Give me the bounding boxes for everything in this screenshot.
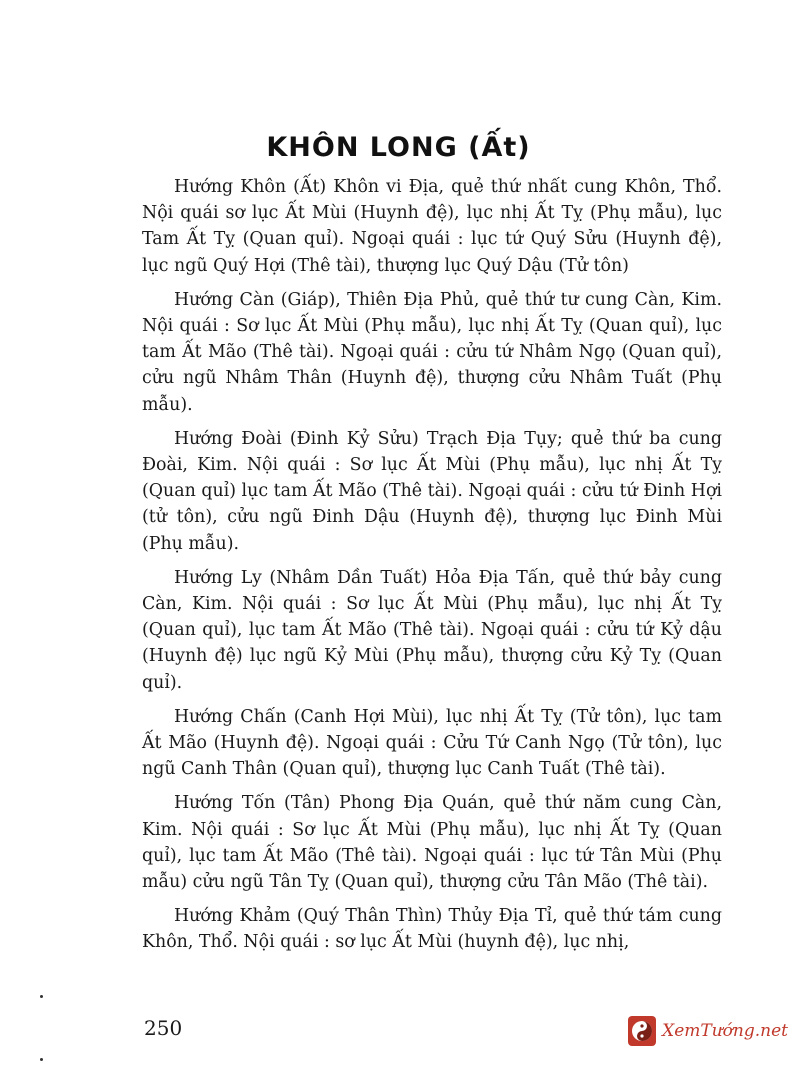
paragraph: Hướng Khảm (Quý Thân Thìn) Thủy Địa Tỉ, quẻ thứ tám cung Khôn, Thổ. Nội quái : sơ lục Ất Mùi (huynh đệ), lục nhị, (142, 906, 722, 953)
paragraph: Hướng Ly (Nhâm Dần Tuất) Hỏa Địa Tấn, quẻ thứ bảy cung Càn, Kim. Nội quái : Sơ lục Ất Mùi (Phụ mẫu), lục nhị Ất Tỵ (Quan quỉ), lục tam Ất Mão (Thê tài). Ngoại quái : cửu tứ Kỷ dậu (Huynh đệ) lục ngũ Kỷ Mùi (Phụ mẫu), thượng cửu Kỷ Tỵ (Quan quỉ). (142, 567, 722, 693)
paragraph: Hướng Càn (Giáp), Thiên Địa Phủ, quẻ thứ tư cung Càn, Kim. Nội quái : Sơ lục Ất Mùi (Phụ mẫu), lục nhị Ất Tỵ (Quan quỉ), lục tam Ất Mão (Thê tài). Ngoại quái : cửu tứ Nhâm Ngọ (Quan quỉ), cửu ngũ Nhâm Thân (Huynh đệ), thượng cửu Nhâm Tuất (Phụ mẫu). (142, 289, 722, 415)
paragraph: Hướng Chấn (Canh Hợi Mùi), lục nhị Ất Tỵ (Tử tôn), lục tam Ất Mão (Huynh đệ). Ngoại quái : Cửu Tứ Canh Ngọ (Tử tôn), lục ngũ Canh Thân (Quan quỉ), thượng lục Canh Tuất (Thê tài). (142, 706, 722, 780)
yin-yang-icon (628, 1016, 656, 1046)
scan-speck (40, 1058, 43, 1061)
scan-speck (40, 995, 43, 998)
paragraph: Hướng Khôn (Ất) Khôn vi Địa, quẻ thứ nhất cung Khôn, Thổ. Nội quái sơ lục Ất Mùi (Huynh đệ), lục nhị Ất Tỵ (Phụ mẫu), lục Tam Ất Tỵ (Quan quỉ). Ngoại quái : lục tứ Quý Sửu (Huynh đệ), lục ngũ Quý Hợi (Thê tài), thượng lục Quý Dậu (Tử tôn) (142, 177, 722, 276)
page-number: 250 (144, 1016, 183, 1040)
paragraph: Hướng Tốn (Tân) Phong Địa Quán, quẻ thứ năm cung Càn, Kim. Nội quái : Sơ lục Ất Mùi (Phụ mẫu), lục nhị Ất Tỵ (Quan quỉ), lục tam Ất Mão (Thê tài). Ngoại quái : lục tứ Tân Mùi (Phụ mẫu) cửu ngũ Tân Tỵ (Quan quỉ), thượng cửu Tân Mão (Thê tài). (142, 793, 722, 893)
paragraph: Hướng Đoài (Đinh Kỷ Sửu) Trạch Địa Tụy; quẻ thứ ba cung Đoài, Kim. Nội quái : Sơ lục Ất Mùi (Phụ mẫu), lục nhị Ất Tỵ (Quan quỉ) lục tam Ất Mão (Thê tài). Ngoại quái : cửu tứ Đinh Hợi (tử tôn), cửu ngũ Đinh Dậu (Huynh đệ), thượng lục Đinh Mùi (Phụ mẫu). (142, 428, 722, 554)
page-title: KHÔN LONG (Ất) (266, 132, 531, 164)
body-text (142, 174, 722, 964)
watermark-text: XemTướng.net (662, 1021, 788, 1041)
watermark-logo[interactable] (628, 1013, 788, 1049)
